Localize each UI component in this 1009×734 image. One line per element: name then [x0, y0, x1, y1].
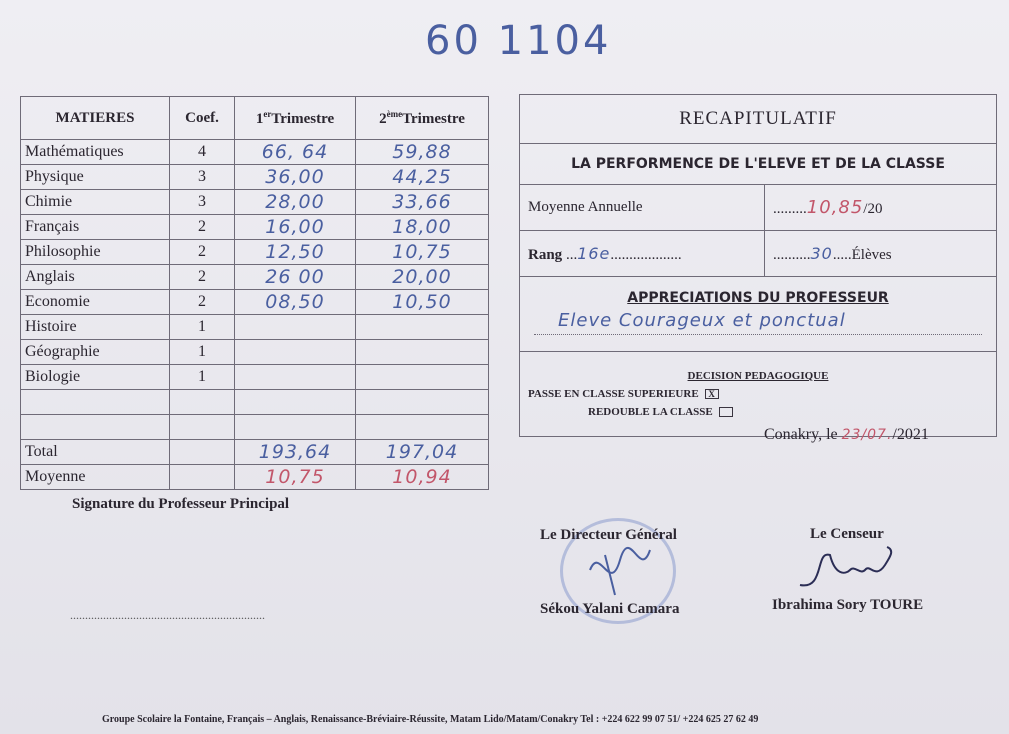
header-matieres: MATIERES	[21, 97, 170, 140]
document-id-handwritten: 60 1104	[425, 18, 612, 64]
moyenne-suffix: /20	[863, 201, 883, 217]
grade-t1: 16,00	[235, 215, 356, 240]
decision-title: DECISION PEDAGOGIQUE	[687, 370, 829, 382]
subject-name: Physique	[21, 165, 170, 190]
grade-t1	[235, 365, 356, 390]
coefficient: 2	[170, 240, 235, 265]
coefficient: 2	[170, 215, 235, 240]
grade-t1	[235, 340, 356, 365]
grade-row	[21, 315, 489, 340]
moyenne-annuelle-value: 10,85	[806, 197, 864, 218]
moyenne-t1: 10,75	[235, 465, 356, 490]
moyenne-annuelle-cell	[765, 185, 997, 231]
appreciations-title: APPRECIATIONS DU PROFESSEUR	[627, 289, 889, 306]
grades-header-row	[21, 97, 489, 140]
total-t1: 193,64	[235, 440, 356, 465]
coefficient: 1	[170, 315, 235, 340]
passe-option: PASSE EN CLASSE SUPERIEURE X	[528, 388, 988, 400]
eleves-cell: ..........30.....Élèves	[765, 231, 997, 277]
passe-checkbox: X	[705, 389, 719, 399]
subject-name: Mathématiques	[21, 140, 170, 165]
empty-row	[21, 415, 489, 440]
grade-t2: 44,25	[356, 165, 489, 190]
decision-cell	[520, 352, 997, 437]
rang-value: 16e	[577, 243, 611, 263]
censeur-name: Ibrahima Sory TOURE	[772, 597, 924, 613]
grade-t2: 33,66	[356, 190, 489, 215]
rang-cell: Rang ...16e...................	[520, 231, 765, 277]
coefficient: 4	[170, 140, 235, 165]
place-date: Conakry, le 23/07./2021	[764, 426, 929, 443]
moyenne-annuelle-label: Moyenne Annuelle	[520, 185, 765, 231]
grade-t1: 28,00	[235, 190, 356, 215]
grade-t2: 20,00	[356, 265, 489, 290]
directeur-title: Le Directeur Général	[540, 527, 677, 543]
coefficient: 3	[170, 190, 235, 215]
grade-t2: 10,50	[356, 290, 489, 315]
subject-name: Chimie	[21, 190, 170, 215]
censeur-title: Le Censeur	[810, 526, 884, 542]
grade-row	[21, 140, 489, 165]
grade-t2	[356, 340, 489, 365]
total-row	[21, 440, 489, 465]
grade-row	[21, 365, 489, 390]
coefficient: 3	[170, 165, 235, 190]
recap-title: RECAPITULATIF	[520, 95, 997, 144]
moyenne-row	[21, 465, 489, 490]
coefficient: 2	[170, 265, 235, 290]
directeur-name: Sékou Yalani Camara	[540, 601, 680, 617]
coefficient: 1	[170, 365, 235, 390]
rang-label: Rang	[528, 246, 563, 263]
grades-table	[20, 96, 489, 490]
eleves-label: .....Élèves	[832, 246, 892, 263]
grade-row	[21, 340, 489, 365]
subject-name: Géographie	[21, 340, 170, 365]
coefficient: 1	[170, 340, 235, 365]
date-handwritten: 23/07.	[841, 427, 893, 443]
grade-t2	[356, 315, 489, 340]
total-t2: 197,04	[356, 440, 489, 465]
empty-row	[21, 390, 489, 415]
redouble-option: REDOUBLE LA CLASSE	[528, 406, 988, 418]
subject-name: Economie	[21, 290, 170, 315]
grade-t2: 18,00	[356, 215, 489, 240]
appreciation-text: Eleve Courageux et ponctual	[558, 309, 846, 331]
grade-t2: 59,88	[356, 140, 489, 165]
grade-t1: 26 00	[235, 265, 356, 290]
header-coef: Coef.	[170, 97, 235, 140]
grade-row	[21, 190, 489, 215]
grade-t1: 08,50	[235, 290, 356, 315]
eleves-count: 30	[810, 243, 833, 263]
subject-name: Histoire	[21, 315, 170, 340]
redouble-checkbox	[719, 407, 733, 417]
grade-row	[21, 240, 489, 265]
prof-signature-line: .................................................................	[70, 608, 265, 622]
subject-name: Biologie	[21, 365, 170, 390]
recap-subtitle: LA PERFORMENCE DE L'ELEVE ET DE LA CLASSE	[520, 144, 997, 185]
moyenne-t2: 10,94	[356, 465, 489, 490]
header-trimestre-2: 2èmeTrimestre	[356, 97, 489, 140]
total-label: Total	[21, 440, 170, 465]
coefficient: 2	[170, 290, 235, 315]
directeur-signature	[580, 540, 660, 600]
grade-t1: 66, 64	[235, 140, 356, 165]
grade-row	[21, 165, 489, 190]
prof-principal-label: Signature du Professeur Principal	[72, 496, 290, 512]
subject-name: Philosophie	[21, 240, 170, 265]
grade-t1	[235, 315, 356, 340]
subject-name: Français	[21, 215, 170, 240]
grade-t2	[356, 365, 489, 390]
grade-row	[21, 265, 489, 290]
appreciations-cell	[520, 277, 997, 352]
appreciation-line	[534, 310, 982, 335]
grade-t1: 36,00	[235, 165, 356, 190]
grade-row	[21, 215, 489, 240]
header-trimestre-1: 1erTrimestre	[235, 97, 356, 140]
grade-row	[21, 290, 489, 315]
footer-contact: Groupe Scolaire la Fontaine, Français – Anglais, Renaissance-Bréviaire-Réussite, Matam Lido/Matam/Conakry Tel : +224 622 99 07 51/ +224 625 27 62 49	[102, 714, 759, 725]
censeur-signature	[795, 545, 905, 595]
grade-t2: 10,75	[356, 240, 489, 265]
recap-table	[519, 94, 997, 437]
subject-name: Anglais	[21, 265, 170, 290]
moyenne-label: Moyenne	[21, 465, 170, 490]
grade-t1: 12,50	[235, 240, 356, 265]
moyenne-dots: .........	[773, 201, 807, 217]
